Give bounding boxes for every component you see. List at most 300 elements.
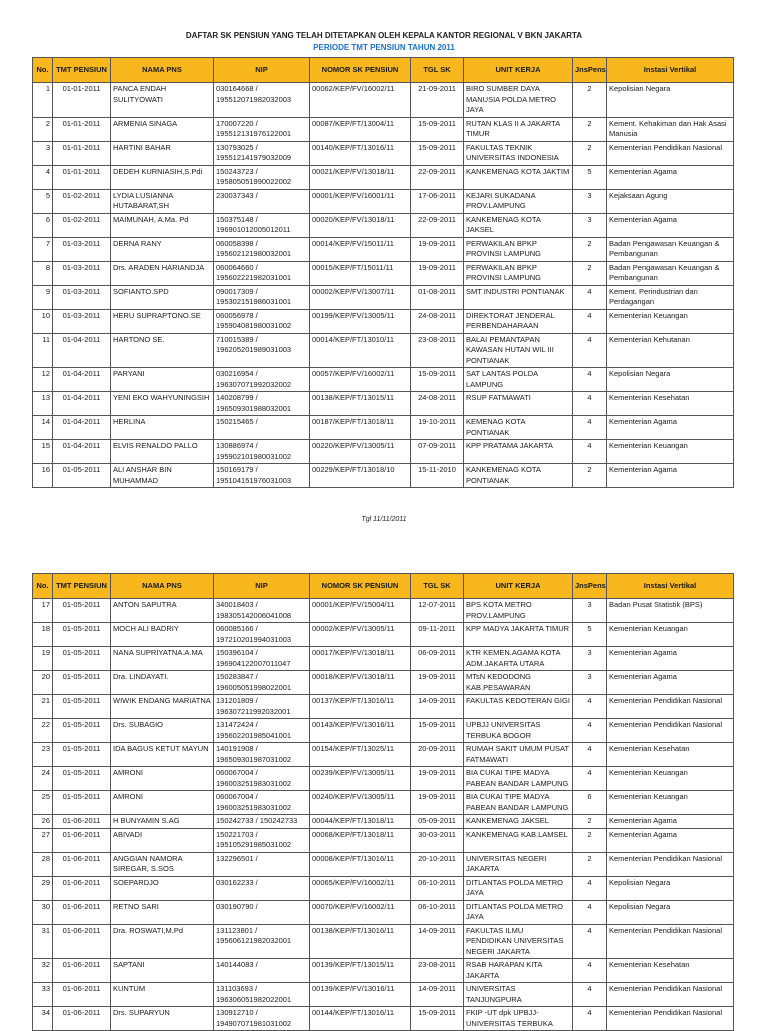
cell-nomor-sk: 00002/KEP/FV/13007/11 [310,285,411,309]
cell-nomor-sk: 00139/KEP/FT/13015/11 [310,959,411,983]
cell-instansi: Kepolisian Negara [607,83,734,118]
cell-instansi: Kepolisian Negara [607,900,734,924]
cell-jns-pens: 4 [573,392,607,416]
column-header: NOMOR SK PENSIUN [310,58,411,83]
cell-nomor-sk: 00138/KEP/FT/13016/11 [310,924,411,959]
cell-no: 16 [33,464,53,488]
cell-nama-pns: DERNA RANY [111,237,214,261]
cell-no: 23 [33,743,53,767]
cell-nip: 130793025 / 195512141979032009 [214,141,310,165]
cell-nama-pns: Dra. LINDAYATI. [111,671,214,695]
cell-nama-pns: HERLINA [111,416,214,440]
cell-no: 4 [33,165,53,189]
column-header: NOMOR SK PENSIUN [310,574,411,599]
cell-no: 22 [33,719,53,743]
cell-nomor-sk: 00057/KEP/FV/16002/11 [310,368,411,392]
cell-nip: 170007220 / 195512131976122001 [214,117,310,141]
table-row [33,719,734,743]
table-row [33,743,734,767]
cell-nip: 130886974 / 195902101980031002 [214,440,310,464]
table-row [33,83,734,118]
cell-nip: 150242733 / 150242733 [214,815,310,829]
cell-instansi: Kementerian Kesehatan [607,959,734,983]
cell-tmt-pensiun: 01-05-2011 [53,767,111,791]
cell-tgl-sk: 19-09-2011 [411,261,464,285]
table-row [33,599,734,623]
cell-nama-pns: Drs. SUBAGIO [111,719,214,743]
cell-nama-pns: PANCA ENDAH SULITYOWATI [111,83,214,118]
column-header: NAMA PNS [111,574,214,599]
cell-tmt-pensiun: 01-05-2011 [53,791,111,815]
cell-jns-pens: 3 [573,599,607,623]
cell-nip: 130912710 / 194907071981031002 [214,1007,310,1031]
cell-nama-pns: ANGGIAN NAMORA SIREGAR, S.SOS [111,852,214,876]
cell-tgl-sk: 20-09-2011 [411,743,464,767]
cell-jns-pens: 4 [573,309,607,333]
cell-tgl-sk: 23-08-2011 [411,959,464,983]
table-row [33,261,734,285]
cell-tgl-sk: 19-09-2011 [411,671,464,695]
cell-tgl-sk: 15-09-2011 [411,1007,464,1031]
cell-nomor-sk: 00140/KEP/FT/13016/11 [310,141,411,165]
cell-unit-kerja: SMT INDUSTRI PONTIANAK [464,285,573,309]
column-header: No. [33,574,53,599]
cell-instansi: Kementerian Agama [607,213,734,237]
table-row [33,900,734,924]
cell-jns-pens: 3 [573,189,607,213]
table-row [33,924,734,959]
cell-nomor-sk: 00021/KEP/FV/13018/11 [310,165,411,189]
cell-tgl-sk: 19-09-2011 [411,767,464,791]
cell-no: 1 [33,83,53,118]
table-row [33,791,734,815]
cell-jns-pens: 4 [573,368,607,392]
cell-tmt-pensiun: 01-06-2011 [53,1007,111,1031]
table-row [33,117,734,141]
cell-nomor-sk: 00240/KEP/FV/13005/11 [310,791,411,815]
cell-nip: 060085166 / 197210201994031003 [214,623,310,647]
cell-nip: 230037343 / [214,189,310,213]
table-row [33,464,734,488]
cell-jns-pens: 2 [573,464,607,488]
cell-no: 13 [33,392,53,416]
cell-nomor-sk: 00015/KEP/FT/15011/11 [310,261,411,285]
cell-nip: 150221703 / 195105291985031002 [214,828,310,852]
column-header: No. [33,58,53,83]
cell-tmt-pensiun: 01-04-2011 [53,440,111,464]
cell-tmt-pensiun: 01-04-2011 [53,416,111,440]
cell-nip: 140144083 / [214,959,310,983]
cell-jns-pens: 2 [573,141,607,165]
cell-jns-pens: 5 [573,623,607,647]
cell-jns-pens: 4 [573,900,607,924]
cell-tmt-pensiun: 01-05-2011 [53,647,111,671]
cell-tgl-sk: 01-08-2011 [411,285,464,309]
cell-jns-pens: 4 [573,440,607,464]
cell-nomor-sk: 00138/KEP/FT/13015/11 [310,392,411,416]
cell-no: 9 [33,285,53,309]
cell-instansi: Kementerian Agama [607,165,734,189]
column-header: TMT PENSIUN [53,58,111,83]
cell-jns-pens: 3 [573,671,607,695]
column-header: JnsPens [573,58,607,83]
cell-unit-kerja: KPP PRATAMA JAKARTA [464,440,573,464]
column-header: Instasi Vertikal [607,58,734,83]
cell-nip: 060056978 / 195904081980031002 [214,309,310,333]
cell-jns-pens: 3 [573,213,607,237]
cell-nomor-sk: 00020/KEP/FV/13018/11 [310,213,411,237]
cell-nomor-sk: 00062/KEP/FV/16002/11 [310,83,411,118]
cell-instansi: Kementerian Kehutanan [607,333,734,368]
cell-jns-pens: 2 [573,828,607,852]
cell-no: 21 [33,695,53,719]
cell-unit-kerja: FAKULTAS TEKNIK UNIVERSITAS INDONESIA [464,141,573,165]
cell-instansi: Kement. Kehakiman dan Hak Asasi Manusia [607,117,734,141]
cell-unit-kerja: BIA CUKAI TIPE MADYA PABEAN BANDAR LAMPUNG [464,791,573,815]
cell-nomor-sk: 00139/KEP/FV/13016/11 [310,983,411,1007]
table-row [33,671,734,695]
cell-tmt-pensiun: 01-05-2011 [53,464,111,488]
cell-nip: 150283847 / 196005051998022001 [214,671,310,695]
cell-nama-pns: Drs. SUPARYUN [111,1007,214,1031]
cell-nip: 090017309 / 195302151986031001 [214,285,310,309]
cell-tgl-sk: 12-07-2011 [411,599,464,623]
table-row [33,309,734,333]
cell-nomor-sk: 00199/KEP/FV/13005/11 [310,309,411,333]
cell-nama-pns: AMRONI [111,767,214,791]
table-row [33,237,734,261]
cell-tgl-sk: 15-11-2010 [411,464,464,488]
column-header: NIP [214,574,310,599]
cell-instansi: Kementerian Pendidikan Nasional [607,141,734,165]
cell-nama-pns: LYDIA LUSIANNA HUTABARAT,SH [111,189,214,213]
cell-instansi: Kement. Perindustrian dan Perdagangan [607,285,734,309]
cell-no: 8 [33,261,53,285]
cell-tmt-pensiun: 01-06-2011 [53,983,111,1007]
cell-nip: 150215465 / [214,416,310,440]
cell-instansi: Badan Pengawasan Keuangan & Pembangunan [607,237,734,261]
cell-tmt-pensiun: 01-01-2011 [53,83,111,118]
cell-tgl-sk: 15-09-2011 [411,719,464,743]
column-header: NIP [214,58,310,83]
cell-unit-kerja: FAKULTAS ILMU PENDIDIKAN UNIVERSITAS NEGERI JAKARTA [464,924,573,959]
cell-tmt-pensiun: 01-05-2011 [53,671,111,695]
cell-no: 24 [33,767,53,791]
cell-nip: 060058398 / 195602121980032001 [214,237,310,261]
cell-nomor-sk: 00070/KEP/FV/16002/11 [310,900,411,924]
cell-nomor-sk: 00229/KEP/FT/13018/10 [310,464,411,488]
cell-instansi: Kementerian Pendidikan Nasional [607,695,734,719]
cell-nip: 140208799 / 196509301988032001 [214,392,310,416]
cell-nama-pns: H BUNYAMIN S.AG [111,815,214,829]
cell-tmt-pensiun: 01-01-2011 [53,117,111,141]
cell-tgl-sk: 15-09-2011 [411,117,464,141]
cell-unit-kerja: DITLANTAS POLDA METRO JAYA [464,900,573,924]
cell-unit-kerja: BIRO SUMBER DAYA MANUSIA POLDA METRO JAYA [464,83,573,118]
table-row [33,165,734,189]
cell-jns-pens: 4 [573,983,607,1007]
cell-tgl-sk: 19-09-2011 [411,237,464,261]
cell-nama-pns: AMRONI [111,791,214,815]
cell-nama-pns: Dra. ROSWATI,M.Pd [111,924,214,959]
cell-unit-kerja: KANKEMENAG KOTA JAKSEL [464,213,573,237]
cell-tmt-pensiun: 01-02-2011 [53,213,111,237]
cell-no: 12 [33,368,53,392]
table-row [33,1007,734,1031]
cell-tmt-pensiun: 01-06-2011 [53,852,111,876]
cell-no: 14 [33,416,53,440]
cell-no: 10 [33,309,53,333]
cell-unit-kerja: KTR KEMEN.AGAMA KOTA ADM.JAKARTA UTARA [464,647,573,671]
cell-instansi: Kementerian Agama [607,647,734,671]
cell-nip: 150375148 / 196901012005012011 [214,213,310,237]
cell-tgl-sk: 23-08-2011 [411,333,464,368]
cell-unit-kerja: BIA CUKAI TIPE MADYA PABEAN BANDAR LAMPUNG [464,767,573,791]
cell-jns-pens: 2 [573,852,607,876]
cell-nama-pns: Drs. ARADEN HARIANDJA [111,261,214,285]
cell-tmt-pensiun: 01-05-2011 [53,743,111,767]
column-header: TGL SK [411,58,464,83]
cell-nomor-sk: 00143/KEP/FV/13016/11 [310,719,411,743]
column-header: NAMA PNS [111,58,214,83]
cell-nomor-sk: 00065/KEP/FV/16002/11 [310,876,411,900]
cell-tmt-pensiun: 01-06-2011 [53,959,111,983]
cell-nama-pns: ARMENIA SINAGA [111,117,214,141]
cell-tmt-pensiun: 01-06-2011 [53,924,111,959]
cell-nomor-sk: 00001/KEP/FV/15004/11 [310,599,411,623]
cell-unit-kerja: UNIVERSITAS NEGERI JAKARTA [464,852,573,876]
cell-unit-kerja: FKIP -UT dpk UPBJJ-UNIVERSITAS TERBUKA [464,1007,573,1031]
cell-unit-kerja: RSUP FATMAWATI [464,392,573,416]
cell-no: 25 [33,791,53,815]
table-row [33,440,734,464]
cell-tmt-pensiun: 01-03-2011 [53,237,111,261]
cell-tgl-sk: 19-09-2011 [411,791,464,815]
cell-nama-pns: SOFIANTO.SPD [111,285,214,309]
cell-nip: 030162233 / [214,876,310,900]
cell-nomor-sk: 00068/KEP/FT/13018/11 [310,828,411,852]
cell-tgl-sk: 20-10-2011 [411,852,464,876]
cell-unit-kerja: KANKEMENAG KAB.LAMSEL [464,828,573,852]
cell-instansi: Kementerian Kesehatan [607,743,734,767]
cell-unit-kerja: MTsN KEDODONG KAB.PESAWARAN [464,671,573,695]
table-row [33,647,734,671]
cell-unit-kerja: KANKEMENAG KOTA PONTIANAK [464,464,573,488]
cell-no: 20 [33,671,53,695]
cell-no: 6 [33,213,53,237]
cell-no: 32 [33,959,53,983]
cell-unit-kerja: KEMENAG KOTA PONTIANAK [464,416,573,440]
cell-nip: 030216954 / 196307071992032002 [214,368,310,392]
cell-no: 30 [33,900,53,924]
table-row [33,828,734,852]
cell-nama-pns: SAPTANI [111,959,214,983]
cell-instansi: Kementerian Pendidikan Nasional [607,852,734,876]
cell-unit-kerja: PERWAKILAN BPKP PROVINSI LAMPUNG [464,237,573,261]
cell-jns-pens: 2 [573,237,607,261]
cell-nomor-sk: 00239/KEP/FV/13005/11 [310,767,411,791]
column-header: TMT PENSIUN [53,574,111,599]
cell-tgl-sk: 17-06-2011 [411,189,464,213]
cell-instansi: Kepolisian Negara [607,876,734,900]
cell-instansi: Kementerian Pendidikan Nasional [607,983,734,1007]
cell-tgl-sk: 30-03-2011 [411,828,464,852]
table-row [33,876,734,900]
cell-jns-pens: 2 [573,815,607,829]
cell-nama-pns: KUNTUM [111,983,214,1007]
cell-unit-kerja: UPBJJ UNIVERSITAS TERBUKA BOGOR [464,719,573,743]
cell-no: 7 [33,237,53,261]
cell-nomor-sk: 00014/KEP/FV/15011/11 [310,237,411,261]
cell-jns-pens: 5 [573,165,607,189]
table-row [33,815,734,829]
cell-tgl-sk: 14-09-2011 [411,695,464,719]
cell-tgl-sk: 06-09-2011 [411,647,464,671]
cell-nama-pns: WIWIK ENDANG MARIATNA [111,695,214,719]
cell-nama-pns: NANA SUPRIYATNA.A.MA [111,647,214,671]
cell-no: 18 [33,623,53,647]
cell-no: 17 [33,599,53,623]
cell-tmt-pensiun: 01-03-2011 [53,309,111,333]
table-header-row [33,58,734,83]
cell-jns-pens: 4 [573,333,607,368]
cell-unit-kerja: KEJARI SUKADANA PROV.LAMPUNG [464,189,573,213]
cell-jns-pens: 4 [573,416,607,440]
cell-tgl-sk: 14-09-2011 [411,924,464,959]
cell-tmt-pensiun: 01-06-2011 [53,876,111,900]
column-header: UNIT KERJA [464,58,573,83]
table-row [33,959,734,983]
column-header: Instasi Vertikal [607,574,734,599]
cell-unit-kerja: UNIVERSITAS TANJUNGPURA [464,983,573,1007]
cell-jns-pens: 2 [573,117,607,141]
cell-tmt-pensiun: 01-05-2011 [53,599,111,623]
cell-instansi: Kementerian Kesehatan [607,392,734,416]
cell-nip: 060067004 / 196003251983031002 [214,791,310,815]
cell-unit-kerja: SAT LANTAS POLDA LAMPUNG [464,368,573,392]
cell-tgl-sk: 24-08-2011 [411,392,464,416]
cell-nomor-sk: 00018/KEP/FV/13018/11 [310,671,411,695]
cell-instansi: Kementerian Keuangan [607,623,734,647]
cell-tgl-sk: 14-09-2011 [411,983,464,1007]
cell-tmt-pensiun: 01-03-2011 [53,261,111,285]
document-subtitle: PERIODE TMT PENSIUN TAHUN 2011 [313,43,455,52]
cell-nomor-sk: 00087/KEP/FT/13004/11 [310,117,411,141]
cell-nama-pns: MAIMUNAH, A.Ma. Pd [111,213,214,237]
cell-nip: 140191908 / 196509301987031002 [214,743,310,767]
cell-tgl-sk: 05-09-2011 [411,815,464,829]
cell-unit-kerja: KANKEMENAG JAKSEL [464,815,573,829]
cell-tgl-sk: 07-09-2011 [411,440,464,464]
table-row [33,368,734,392]
cell-nip: 030164668 / 195512071982032003 [214,83,310,118]
cell-nama-pns: ALI ANSHAR BIN MUHAMMAD [111,464,214,488]
cell-unit-kerja: PERWAKILAN BPKP PROVINSI LAMPUNG [464,261,573,285]
cell-nip: 060064660 / 195602221982031001 [214,261,310,285]
table-row [33,416,734,440]
cell-no: 31 [33,924,53,959]
cell-nama-pns: SOEPARDJO [111,876,214,900]
cell-nip: 060067004 / 196003251983031002 [214,767,310,791]
cell-jns-pens: 4 [573,876,607,900]
column-header: UNIT KERJA [464,574,573,599]
cell-nama-pns: HERU SUPRAPTONO.SE [111,309,214,333]
cell-tmt-pensiun: 01-06-2011 [53,815,111,829]
table-header-row [33,574,734,599]
cell-no: 28 [33,852,53,876]
cell-instansi: Kementerian Keuangan [607,767,734,791]
cell-nama-pns: HARTONO SE. [111,333,214,368]
cell-instansi: Kementerian Pendidikan Nasional [607,719,734,743]
cell-tmt-pensiun: 01-03-2011 [53,285,111,309]
cell-nomor-sk: 00220/KEP/FV/13005/11 [310,440,411,464]
cell-unit-kerja: BALAI PEMANTAPAN KAWASAN HUTAN WIL III PONTIANAK [464,333,573,368]
cell-nip: 150396104 / 196904122007011047 [214,647,310,671]
cell-nomor-sk: 00002/KEP/FV/13005/11 [310,623,411,647]
cell-no: 27 [33,828,53,852]
cell-instansi: Kepolisian Negara [607,368,734,392]
cell-instansi: Kejaksaan Agung [607,189,734,213]
cell-instansi: Kementerian Agama [607,828,734,852]
pension-table-1 [32,57,734,488]
cell-jns-pens: 4 [573,695,607,719]
cell-nomor-sk: 00144/KEP/FT/13016/11 [310,1007,411,1031]
cell-instansi: Badan Pusat Statistik (BPS) [607,599,734,623]
table-row [33,333,734,368]
table-row [33,983,734,1007]
cell-jns-pens: 2 [573,83,607,118]
cell-nama-pns: RETNO SARI [111,900,214,924]
cell-unit-kerja: RSAB HARAPAN KITA JAKARTA [464,959,573,983]
cell-nama-pns: HARTINI BAHAR [111,141,214,165]
cell-nomor-sk: 00017/KEP/FV/13018/11 [310,647,411,671]
table-row [33,392,734,416]
cell-nip: 132296501 / [214,852,310,876]
cell-nomor-sk: 00001/KEP/FV/16001/11 [310,189,411,213]
cell-nomor-sk: 00137/KEP/FT/13016/11 [310,695,411,719]
cell-nip: 131201809 / 196307211992032001 [214,695,310,719]
cell-tmt-pensiun: 01-06-2011 [53,900,111,924]
cell-tmt-pensiun: 01-02-2011 [53,189,111,213]
cell-instansi: Kementerian Keuangan [607,440,734,464]
document-title: DAFTAR SK PENSIUN YANG TELAH DITETAPKAN OLEH KEPALA KANTOR REGIONAL V BKN JAKARTA [185,31,583,40]
cell-tmt-pensiun: 01-04-2011 [53,333,111,368]
cell-nomor-sk: 00008/KEP/FT/13016/11 [310,852,411,876]
cell-jns-pens: 4 [573,767,607,791]
cell-jns-pens: 4 [573,719,607,743]
cell-instansi: Badan Pengawasan Keuangan & Pembangunan [607,261,734,285]
cell-no: 2 [33,117,53,141]
cell-tgl-sk: 06-10-2011 [411,876,464,900]
cell-tmt-pensiun: 01-04-2011 [53,368,111,392]
cell-nip: 030190790 / [214,900,310,924]
cell-no: 3 [33,141,53,165]
cell-tmt-pensiun: 01-04-2011 [53,392,111,416]
cell-tgl-sk: 22-09-2011 [411,213,464,237]
cell-tgl-sk: 15-09-2011 [411,368,464,392]
cell-no: 11 [33,333,53,368]
cell-unit-kerja: DITLANTAS POLDA METRO JAYA [464,876,573,900]
cell-nip: 131103693 / 196306051982022001 [214,983,310,1007]
cell-no: 15 [33,440,53,464]
cell-no: 26 [33,815,53,829]
cell-unit-kerja: FAKULTAS KEDOTERAN GIGI [464,695,573,719]
cell-jns-pens: 3 [573,647,607,671]
cell-no: 5 [33,189,53,213]
cell-tmt-pensiun: 01-01-2011 [53,165,111,189]
cell-instansi: Kementerian Agama [607,815,734,829]
cell-tgl-sk: 22-09-2011 [411,165,464,189]
